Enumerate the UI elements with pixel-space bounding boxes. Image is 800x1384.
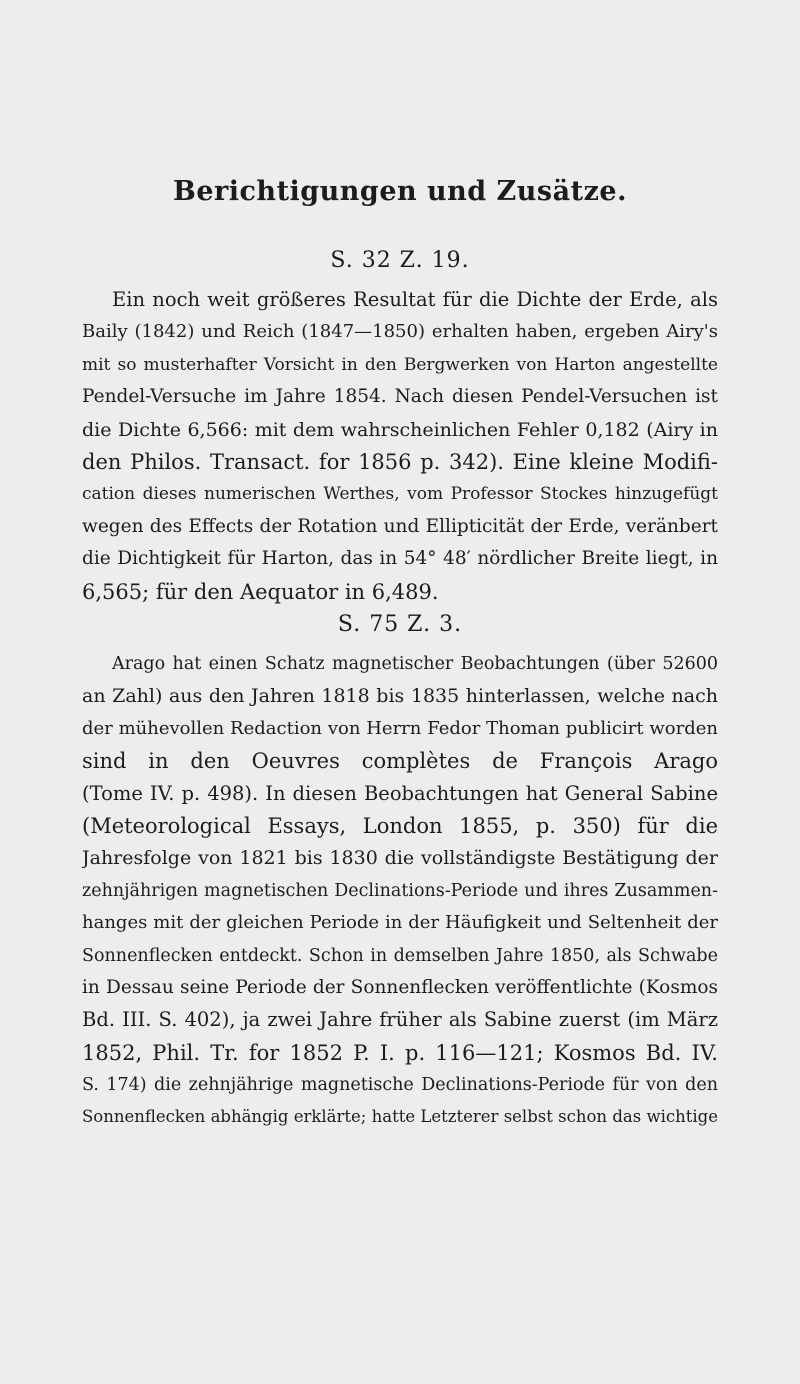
text-line: Sonnenflecken abhängig erklärte; hatte Letzterer selbst schon das wichtige bbox=[82, 1107, 718, 1127]
text-line: 6,565; für den Aequator in 6,489. bbox=[82, 579, 439, 604]
text-line: an Zahl) aus den Jahren 1818 bis 1835 hinterlassen, welche nach bbox=[82, 685, 718, 708]
text-line: S. 174) die zehnjährige magnetische Declinations-Periode für von den bbox=[82, 1075, 718, 1096]
page-heading: Berichtigungen und Zusätze. bbox=[173, 176, 627, 207]
text-line: der mühevollen Redaction von Herrn Fedor Thoman publicirt worden bbox=[82, 717, 718, 739]
text-line: (Tome IV. p. 498). In diesen Beobachtungen hat General Sabine bbox=[82, 781, 718, 805]
text-line: Ein noch weit größeres Resultat für die Dichte der Erde, als bbox=[112, 288, 718, 311]
text-line: mit so musterhafter Vorsicht in den Bergwerken von Harton angestellte bbox=[82, 354, 718, 375]
text-line: Baily (1842) und Reich (1847—1850) erhalten haben, ergeben Airy's bbox=[82, 321, 718, 343]
text-line: 1852, Phil. Tr. for 1852 P. I. p. 116—121; Kosmos Bd. IV. bbox=[82, 1040, 718, 1065]
section-paragraph bbox=[82, 648, 718, 1134]
text-line: den Philos. Transact. for 1856 p. 342). Eine kleine Modifi- bbox=[82, 449, 718, 474]
text-line: Bd. III. S. 402), ja zwei Jahre früher als Sabine zuerst (im März bbox=[82, 1008, 718, 1032]
text-line: (Meteorological Essays, London 1855, p. 350) für die bbox=[82, 813, 718, 838]
text-line: cation dieses numerischen Werthes, vom Professor Stockes hinzugefügt bbox=[82, 484, 718, 505]
section-label: S. 75 Z. 3. bbox=[337, 612, 463, 637]
text-line: Jahresfolge von 1821 bis 1830 die vollständigste Bestätigung der bbox=[82, 847, 718, 870]
text-line: wegen des Effects der Rotation und Ellipticität der Erde, veränbert bbox=[82, 515, 718, 537]
text-line: Sonnenflecken entdeckt. Schon in demselben Jahre 1850, als Schwabe bbox=[82, 945, 718, 966]
text-line: sind in den Oeuvres complètes de François Arago bbox=[82, 749, 718, 774]
section-paragraph bbox=[82, 284, 718, 608]
text-line: Pendel-Versuche im Jahre 1854. Nach diesen Pendel-Versuchen ist bbox=[82, 386, 718, 408]
text-line: in Dessau seine Periode der Sonnenflecken veröffentlichte (Kosmos bbox=[82, 976, 718, 998]
text-line: die Dichte 6,566: mit dem wahrscheinlichen Fehler 0,182 (Airy in bbox=[82, 418, 718, 441]
section-label: S. 32 Z. 19. bbox=[330, 248, 470, 273]
text-line: Arago hat einen Schatz magnetischer Beobachtungen (über 52600 bbox=[112, 654, 718, 674]
text-line: die Dichtigkeit für Harton, das in 54° 48′ nördlicher Breite liegt, in bbox=[82, 548, 718, 570]
text-line: zehnjährigen magnetischen Declinations-Periode und ihres Zusammen- bbox=[82, 880, 718, 901]
text-line: hanges mit der gleichen Periode in der Häufigkeit und Seltenheit der bbox=[82, 912, 718, 934]
